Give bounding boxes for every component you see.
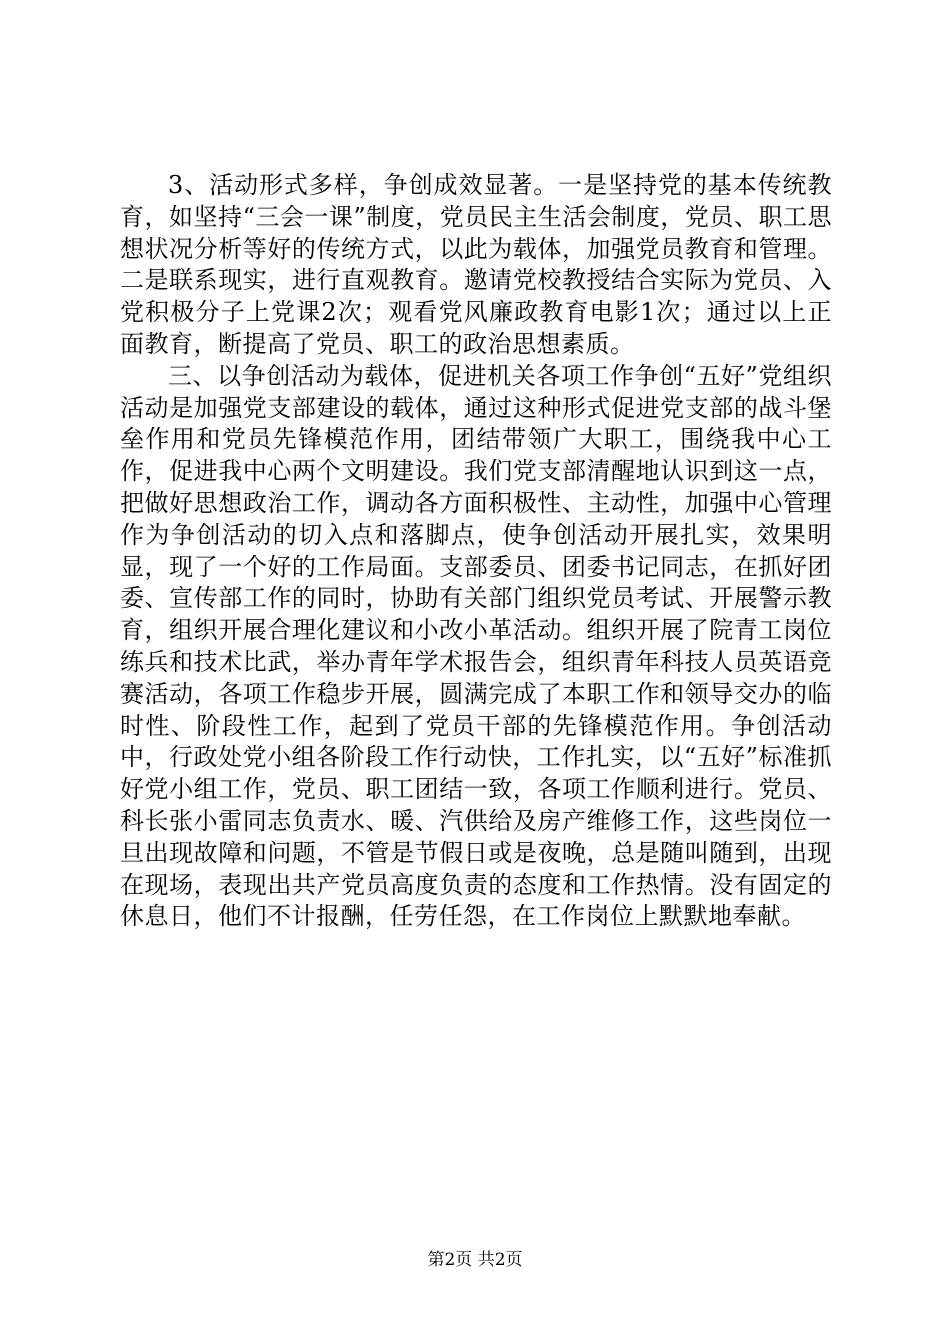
paragraph-activity-forms: 3、活动形式多样，争创成效显著。一是坚持党的基本传统教育，如坚持“三会一课”制度，党员民主生活会制度，党员、职工思想状况分析等好的传统方式，以此为载体，加强党员教育和管理。二是联系现实，进行直观教育。邀请党校教授结合实际为党员、入党积极分子上党课2次；观看党风廉政教育电影1次；通过以上正面教育，断提高了党员、职工的政治思想素质。 <box>120 171 832 358</box>
page-number-footer: 第2页 共2页 <box>427 1250 523 1270</box>
document-body <box>120 170 832 933</box>
paragraph-striving-activities: 三、以争创活动为载体，促进机关各项工作争创“五好”党组织活动是加强党支部建设的载体，通过这种形式促进党支部的战斗堡垒作用和党员先锋模范作用，团结带领广大职工，围绕我中心工作，促进我中心两个文明建设。我们党支部清醒地认识到这一点，把做好思想政治工作，调动各方面积极性、主动性，加强中心管理作为争创活动的切入点和落脚点，使争创活动开展扎实，效果明显，现了一个好的工作局面。支部委员、团委书记同志，在抓好团委、宣传部工作的同时，协助有关部门组织党员考试、开展警示教育，组织开展合理化建议和小改小革活动。组织开展了院青工岗位练兵和技术比武，举办青年学术报告会，组织青年科技人员英语竞赛活动，各项工作稳步开展，圆满完成了本职工作和领导交办的临时性、阶段性工作，起到了党员干部的先锋模范作用。争创活动中，行政处党小组各阶段工作行动快，工作扎实，以“五好”标准抓好党小组工作，党员、职工团结一致，各项工作顺利进行。党员、科长张小雷同志负责水、暖、汽供给及房产维修工作，这些岗位一旦出现故障和问题，不管是节假日或是夜晚，总是随叫随到，出现在现场，表现出共产党员高度负责的态度和工作热情。没有固定的休息日，他们不计报酬，任劳任怨，在工作岗位上默默地奉献。 <box>120 361 832 931</box>
